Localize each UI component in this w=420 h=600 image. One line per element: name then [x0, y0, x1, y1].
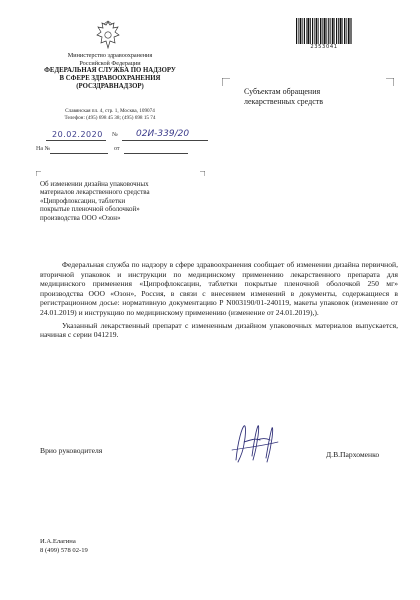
recipient-block [244, 87, 374, 107]
reference-number-label: На № [36, 146, 51, 152]
recipient-line-1: Субъектам обращения [244, 87, 321, 96]
corner-bracket-top-left [36, 171, 41, 176]
registration-number: 02И-339/20 [136, 129, 190, 139]
signer-name: Д.В.Пархоменко [326, 450, 380, 459]
subject-line-4: покрытые пленочной оболочкой» [40, 205, 140, 214]
reference-line [36, 146, 196, 156]
recipient-line-2: лекарственных средств [244, 96, 324, 106]
agency-line-2: В СФЕРЕ ЗДРАВООХРАНЕНИЯ [59, 75, 161, 83]
letter-subject [40, 180, 200, 222]
body-paragraph-1: Федеральная служба по надзору в сфере здравоохранения сообщает об изменении дизайна первичной, вторичной упаковок и инструкции по медицинскому применению лекарственного препарата для медицинского применения «Ципрофлоксацин, таблетки покрытые пленочной оболочкой 250 мг» производства ООО «Озон», Россия, в связи с внесением изменений в документы, содержащиеся в регистрационном досье: нормативную документацию Р N003190/01-240119, макеты упаковок (изменение от 24.01.2019) и инструкцию по медицинскому применению (изменение от 24.01.2019),). [40, 260, 398, 317]
subject-line-1: Об изменении дизайна упаковочных [40, 180, 149, 188]
agency-address [30, 108, 190, 122]
agency-line-1: ФЕДЕРАЛЬНАЯ СЛУЖБА ПО НАДЗОРУ [44, 67, 176, 74]
reference-date-underline [124, 153, 188, 154]
coat-of-arms-icon [94, 20, 122, 50]
executor-name: И.А.Елагина [40, 538, 76, 545]
date-underline [46, 140, 106, 141]
executor-block [40, 537, 88, 555]
reference-number-underline [50, 153, 108, 154]
address-line: Славянская пл. 4, стр. 1, Москва, 109074 [65, 108, 155, 114]
number-sign: № [112, 132, 118, 138]
executor-phone: 8 (499) 578 02-19 [40, 547, 88, 554]
registration-line [30, 130, 210, 142]
corner-bracket-top-right [200, 171, 205, 176]
ministry-line-1: Министерство здравоохранения [67, 52, 153, 59]
reference-date-label: от [114, 146, 120, 152]
agency-line-3: (РОСЗДРАВНАДЗОР) [76, 83, 144, 91]
agency-name [30, 67, 190, 92]
number-underline [122, 140, 208, 141]
ministry-line-2: Российской Федерации [79, 59, 141, 67]
recipient-bracket-right [386, 78, 394, 86]
subject-line-3: «Ципрофлоксацин, таблетки [40, 196, 126, 205]
recipient-bracket-left [222, 78, 230, 86]
phone-line: Телефон: (495) 698 45 38; (495) 698 15 74 [64, 115, 156, 121]
body-paragraph-2: Указанный лекарственный препарат с измененным дизайном упаковочных материалов выпускается, начиная с серии 041219. [40, 320, 398, 340]
signer-role: Врио руководителя [40, 446, 103, 455]
subject-line-2: материалов лекарственного средства [40, 188, 150, 197]
letter-body [40, 260, 398, 340]
handwritten-signature [226, 420, 282, 466]
barcode-number: 2353041 [310, 44, 338, 50]
subject-line-5: производства ООО «Озон» [40, 213, 121, 222]
barcode-icon [296, 18, 352, 44]
ministry-name [40, 52, 180, 67]
registration-date: 20.02.2020 [52, 130, 103, 139]
